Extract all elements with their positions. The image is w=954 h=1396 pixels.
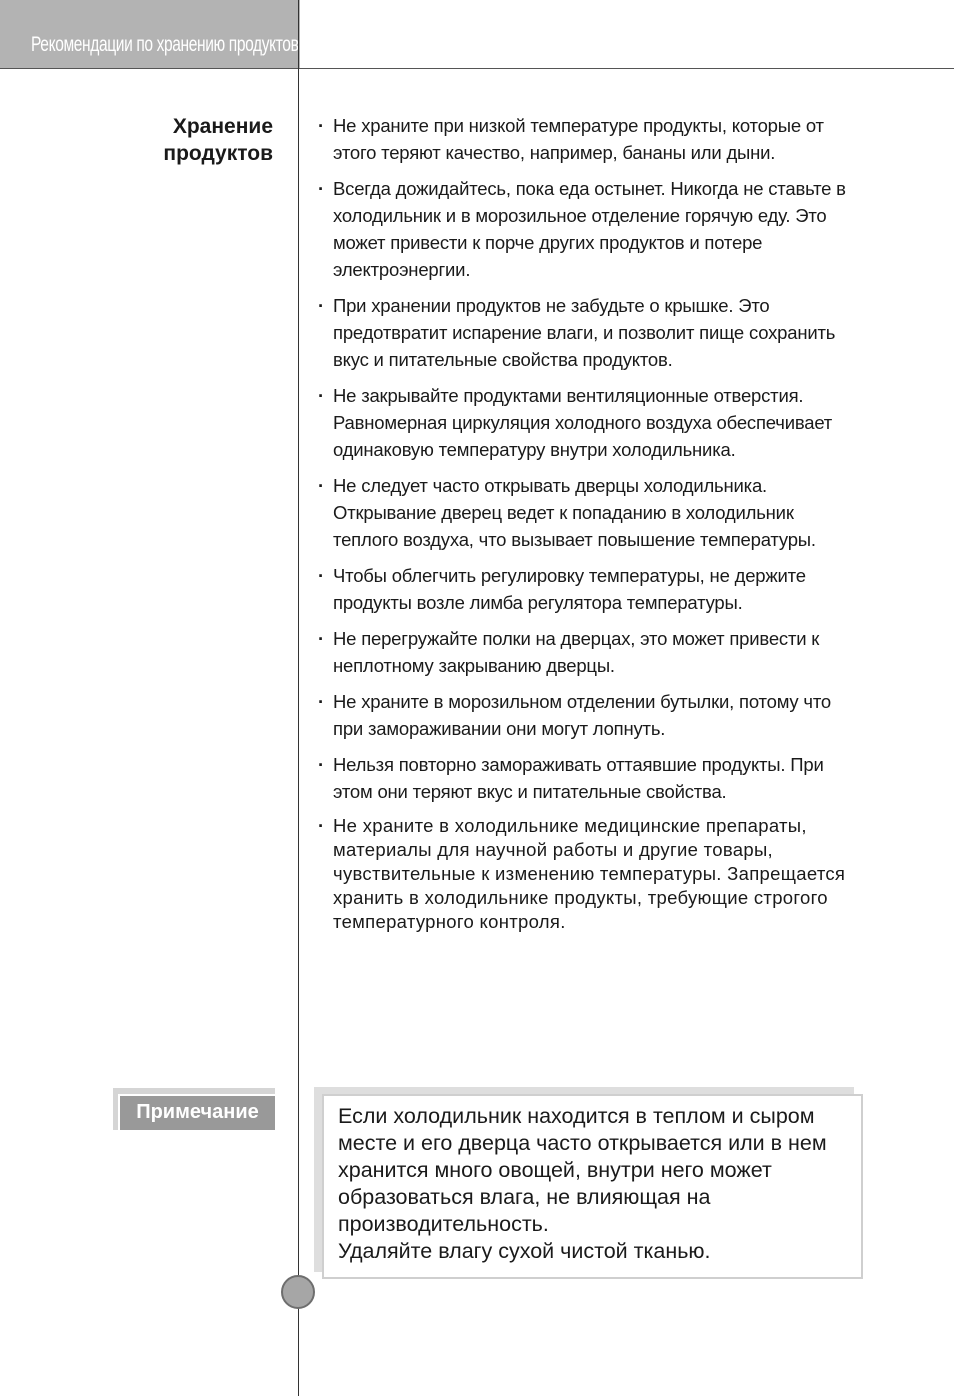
list-item: · Не закрывайте продуктами вентиляционные отверстия. Равномерная циркуляция холодного воздуха обеспечивает одинаковую температуру внутри холодильника. <box>318 382 863 463</box>
section-title-line1: Хранение <box>172 115 273 138</box>
note-text: Если холодильник находится в теплом и сыром месте и его дверца часто открывается или в нем хранится много овощей, внутри него может образоваться влага, не влияющая на производительность. Удаляйте влагу сухой чистой тканью. <box>338 1104 827 1263</box>
list-item: · Не следует часто открывать дверцы холодильника. Открывание дверец ведет к попаданию в холодильник теплого воздуха, что вызывает повышение температуры. <box>318 472 863 553</box>
list-item: · При хранении продуктов не забудьте о крышке. Это предотвратит испарение влаги, и позволит пище сохранить вкус и питательные свойства продуктов. <box>318 292 863 373</box>
page-number-circle <box>281 1275 315 1309</box>
list-item: · Не храните в морозильном отделении бутылки, потому что при замораживании они могут лопнуть. <box>318 688 863 742</box>
header-title: Рекомендации по хранению продуктов <box>31 33 299 56</box>
list-item: · Не храните при низкой температуре продукты, которые от этого теряют качество, например, бананы или дыни. <box>318 112 863 166</box>
list-item: · Нельзя повторно замораживать оттаявшие продукты. При этом они теряют вкус и питательные свойства. <box>318 751 863 805</box>
note-label: Примечание <box>118 1094 275 1130</box>
header-divider <box>0 68 954 69</box>
vertical-divider <box>298 0 299 1396</box>
list-item: · Не храните в холодильнике медицинские препараты, материалы для научной работы и другие товары, чувствительные к изменению температуры. Запрещается хранить в холодильнике продукты, требующие строгого температурного контроля. <box>318 814 863 934</box>
list-item: · Чтобы облегчить регулировку температуры, не держите продукты возле лимба регулятора температуры. <box>318 562 863 616</box>
storage-tips-list <box>318 112 863 943</box>
list-item: · Всегда дожидайтесь, пока еда остынет. Никогда не ставьте в холодильник и в морозильное отделение горячую еду. Это может привести к порче других продуктов и потере электроэнергии. <box>318 175 863 283</box>
section-title <box>163 113 273 167</box>
section-title-line2: продуктов <box>163 142 273 165</box>
list-item: · Не перегружайте полки на дверцах, это может привести к неплотному закрыванию дверцы. <box>318 625 863 679</box>
